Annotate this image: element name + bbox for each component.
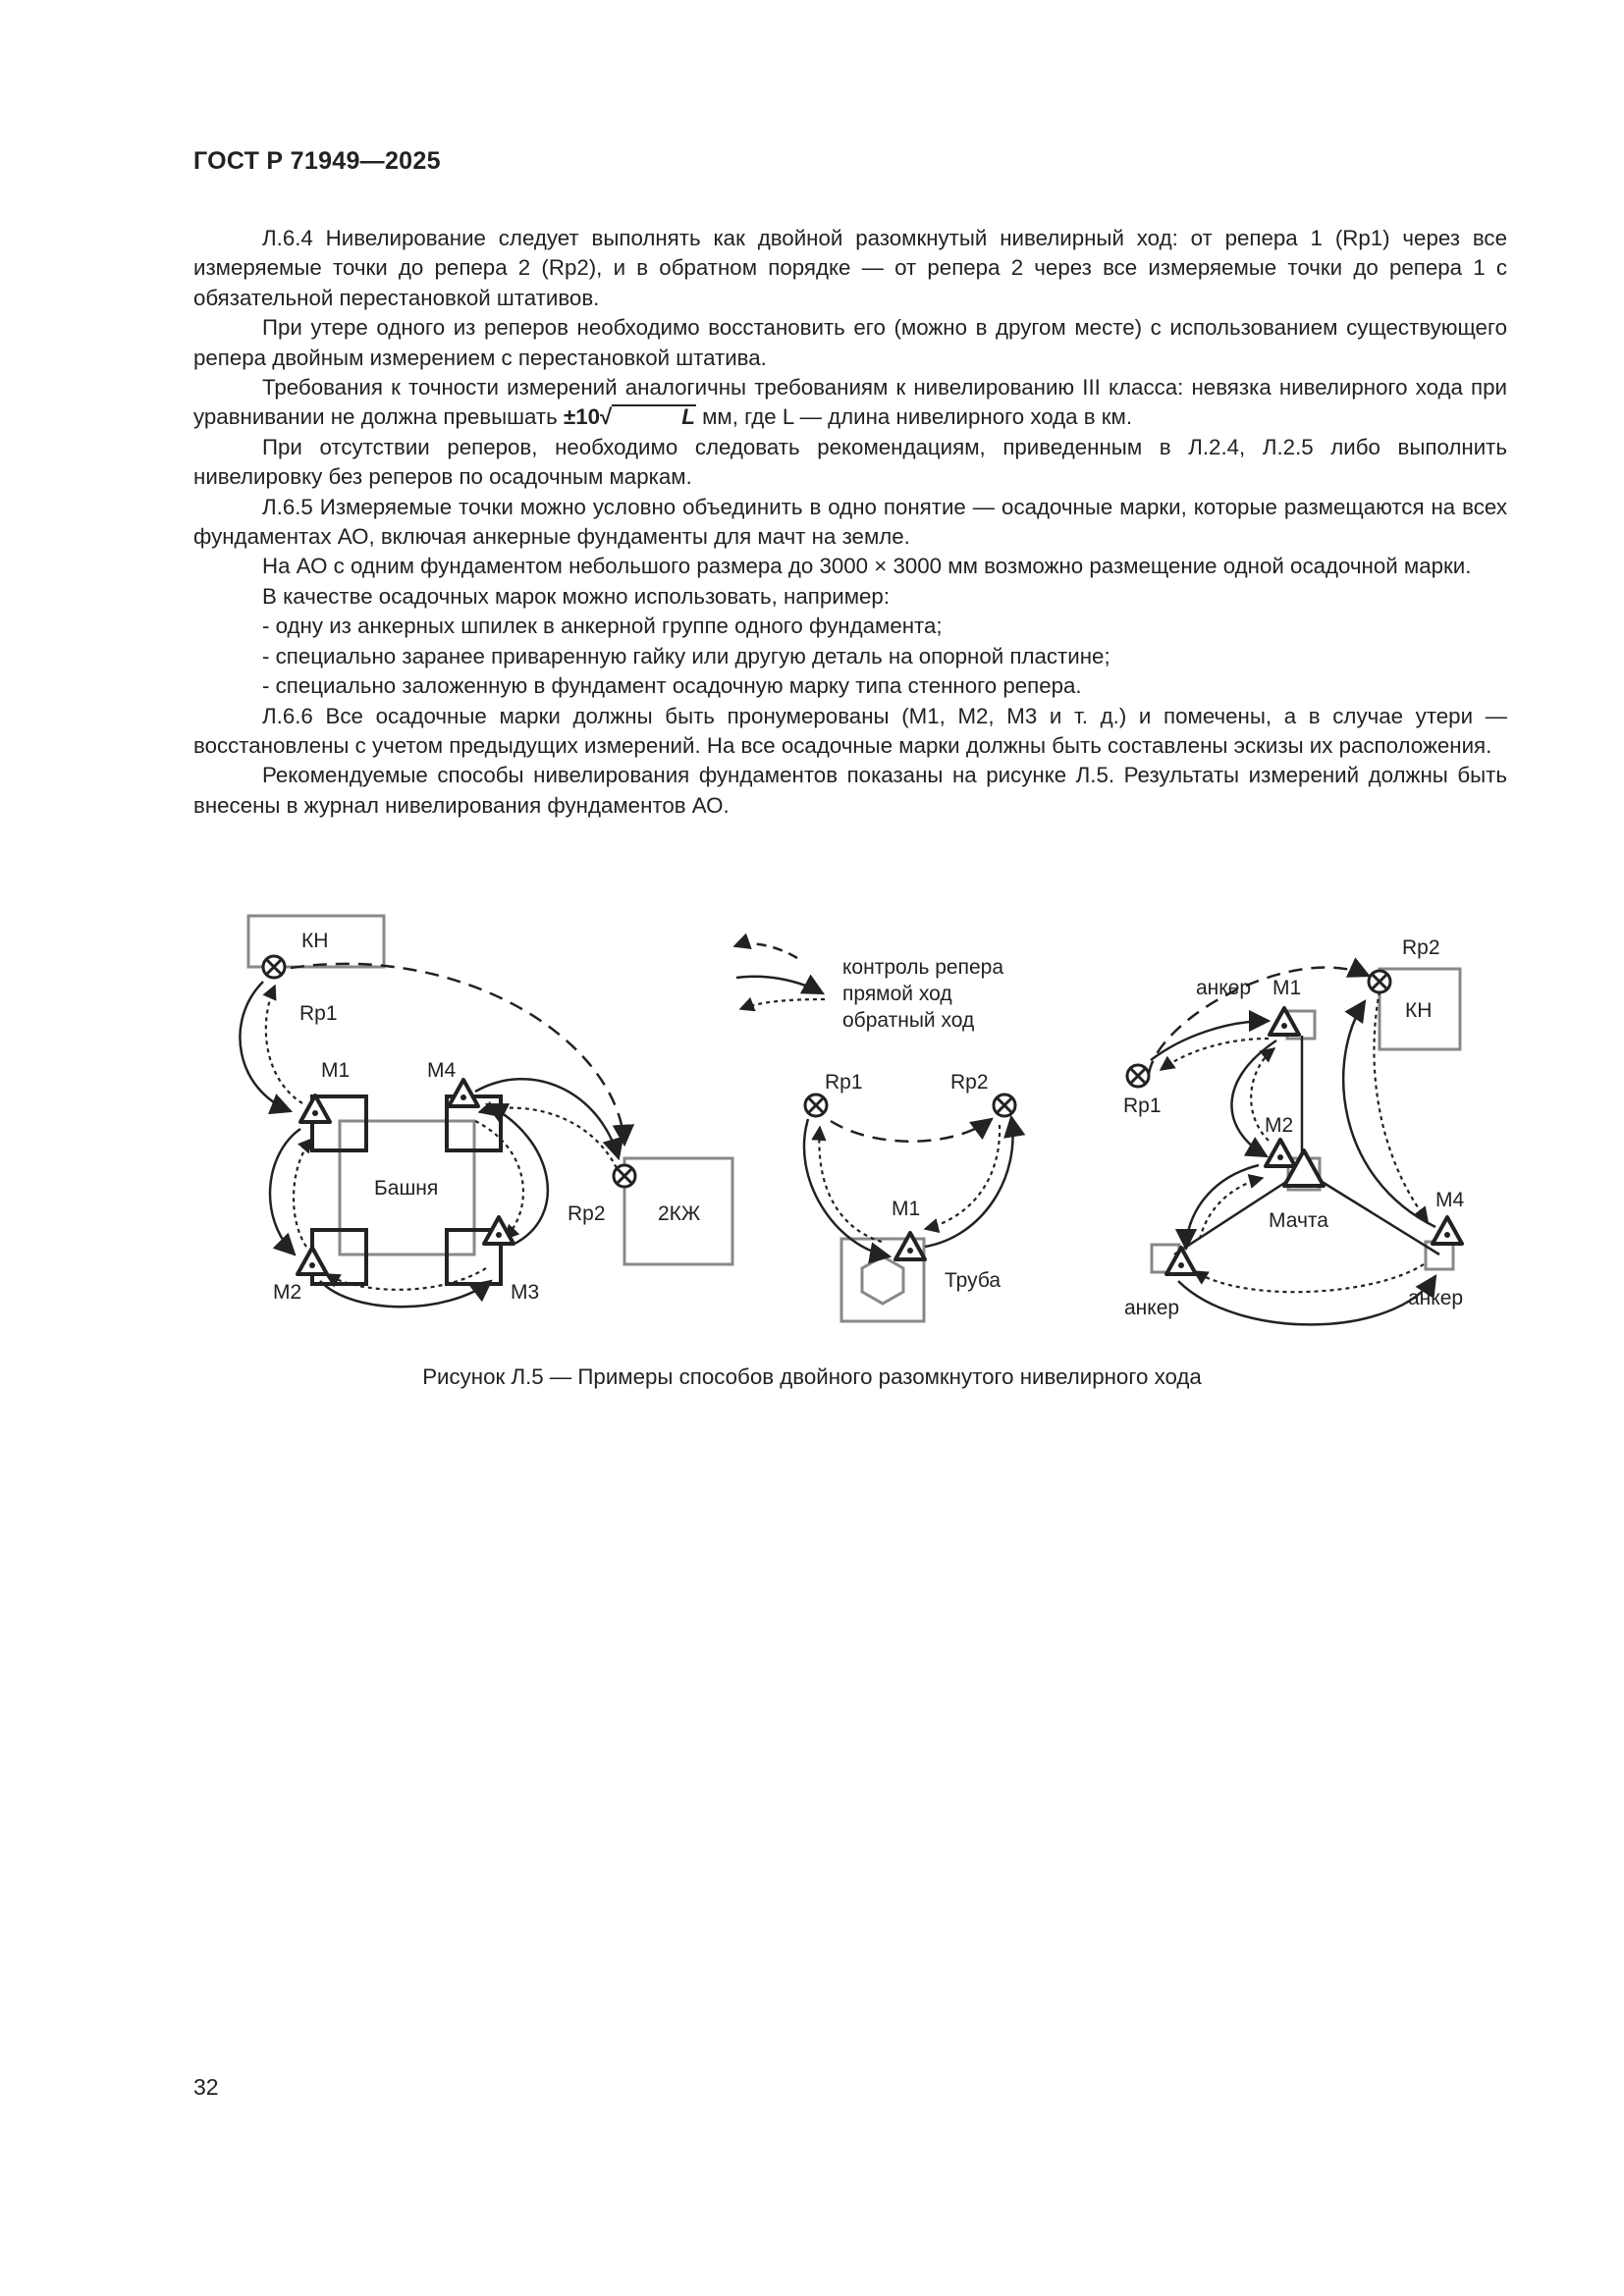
m4-mark-icon [449, 1080, 478, 1106]
mast-anchor-top-label: анкер [1196, 977, 1252, 999]
mast-diagram [1123, 936, 1464, 1324]
rp1-label: Rp1 [299, 1002, 338, 1025]
pipe-hexagon-icon [862, 1256, 903, 1304]
m2-mark-icon [298, 1248, 327, 1274]
accuracy-text-after: мм, где L — длина нивелирного хода в км. [695, 404, 1133, 430]
accuracy-pm-value: ±10 [563, 404, 601, 430]
kn-label: КН [301, 930, 329, 952]
paragraph: При отсутствии реперов, необходимо следовать рекомендациям, приведенным в Л.2.4, Л.2.5 либо выполнить нивелировку без реперов по осадочным маркам. [193, 434, 1507, 490]
pipe-rp2-benchmark-icon [994, 1095, 1015, 1116]
paragraph: На АО с одним фундаментом небольшого размера до 3000 × 3000 мм возможно размещение одной осадочной марки. [262, 554, 1472, 579]
mast-m2-mark-icon [1266, 1140, 1295, 1166]
mast-m4-label: М4 [1435, 1189, 1465, 1211]
paragraph: Рекомендуемые способы нивелирования фундаментов показаны на рисунке Л.5. Результаты измерений должны быть внесены в журнал нивелирования фундаментов АО. [193, 763, 1507, 818]
m4-label: М4 [427, 1059, 457, 1082]
rp2-label: Rp2 [568, 1202, 606, 1225]
m1-label: М1 [321, 1059, 351, 1082]
tower-diagram [240, 916, 732, 1307]
page-number: 32 [193, 2074, 219, 2100]
pipe-rp1-label: Rp1 [825, 1071, 863, 1094]
sqrt-icon: √ [600, 404, 613, 430]
mast-rp2-benchmark-icon [1369, 971, 1390, 992]
pipe-rp2-label: Rp2 [950, 1071, 989, 1094]
pipe-rp1-benchmark-icon [805, 1095, 827, 1116]
paragraph: При утере одного из реперов необходимо восстановить его (можно в другом месте) с использованием существующего репера двойным измерением с перестановкой штатива. [193, 315, 1507, 370]
figure-l5 [0, 888, 1624, 1340]
paragraph: Л.6.6 Все осадочные марки должны быть пронумерованы (М1, М2, М3 и т. д.) и помечены, а в случае утери — восстановлены с учетом предыдущих измерений. На все осадочные марки должны быть составлены эскизы их расположения. [193, 703, 1507, 758]
m1-mark-icon [300, 1095, 330, 1122]
mast-m4-mark-icon [1433, 1217, 1462, 1244]
body-text [193, 224, 1507, 821]
rp1-benchmark-icon [263, 956, 285, 978]
legend-forward-label: прямой ход [842, 983, 952, 1005]
pipe-m1-label: М1 [892, 1198, 921, 1220]
accuracy-text-before: Требования к точности измерений аналогичны требованиям к нивелированию III класса: невязка нивелирного хода при уравнивании не должна превышать [193, 375, 1507, 430]
mast-m2-label: М2 [1265, 1114, 1294, 1137]
mast-rp1-benchmark-icon [1127, 1065, 1149, 1087]
mast-rp1-label: Rp1 [1123, 1095, 1162, 1117]
m3-label: М3 [511, 1281, 540, 1304]
paragraph-accuracy [193, 373, 1507, 433]
legend [734, 943, 1003, 1032]
mast-anchor-right-label: анкер [1408, 1287, 1464, 1309]
anchor-left-mark-icon [1166, 1248, 1196, 1274]
rp2-benchmark-icon [614, 1165, 635, 1187]
list-item: - одну из анкерных шпилек в анкерной группе одного фундамента; [262, 614, 943, 639]
figure-caption: Рисунок Л.5 — Примеры способов двойного разомкнутого нивелирного хода [422, 1364, 1202, 1389]
legend-control-label: контроль репера [842, 956, 1004, 979]
mast-rp2-label: Rp2 [1402, 936, 1440, 959]
m2-label: М2 [273, 1281, 302, 1304]
paragraph: Л.6.4 Нивелирование следует выполнять как двойной разомкнутый нивелирный ход: от репера 1 (Rp1) через все измеряемые точки до репера 2 (Rp2), и в обратном порядке — от репера 2 через все измеряемые точки до репера 1 с обязательной перестановкой штативов. [193, 226, 1507, 310]
guy-line-right [1316, 1178, 1439, 1255]
accuracy-radicand: L [612, 404, 696, 428]
kzh-label: 2КЖ [658, 1202, 701, 1225]
paragraph: Л.6.5 Измеряемые точки можно условно объединить в одно понятие — осадочные марки, которые размещаются на всех фундаментах АО, включая анкерные фундаменты для мачт на земле. [193, 494, 1507, 550]
anchor-right-box [1426, 1242, 1453, 1269]
accuracy-formula [564, 404, 696, 429]
tower-label: Башня [374, 1177, 439, 1200]
pipe-label: Труба [945, 1269, 1001, 1292]
list-item: - специально заранее приваренную гайку или другую деталь на опорной пластине; [262, 643, 1110, 668]
mast-label: Мачта [1269, 1209, 1328, 1232]
list-item: - специально заложенную в фундамент осадочную марку типа стенного репера. [262, 673, 1082, 699]
legend-reverse-label: обратный ход [842, 1009, 975, 1032]
mast-anchor-left-label: анкер [1124, 1297, 1180, 1319]
mast-m1-label: М1 [1272, 977, 1302, 999]
pipe-m1-mark-icon [895, 1233, 925, 1259]
standard-header: ГОСТ Р 71949—2025 [193, 147, 441, 175]
paragraph: В качестве осадочных марок можно использовать, например: [262, 583, 891, 609]
pipe-diagram [804, 1071, 1015, 1321]
mast-kn-label: КН [1405, 999, 1433, 1022]
